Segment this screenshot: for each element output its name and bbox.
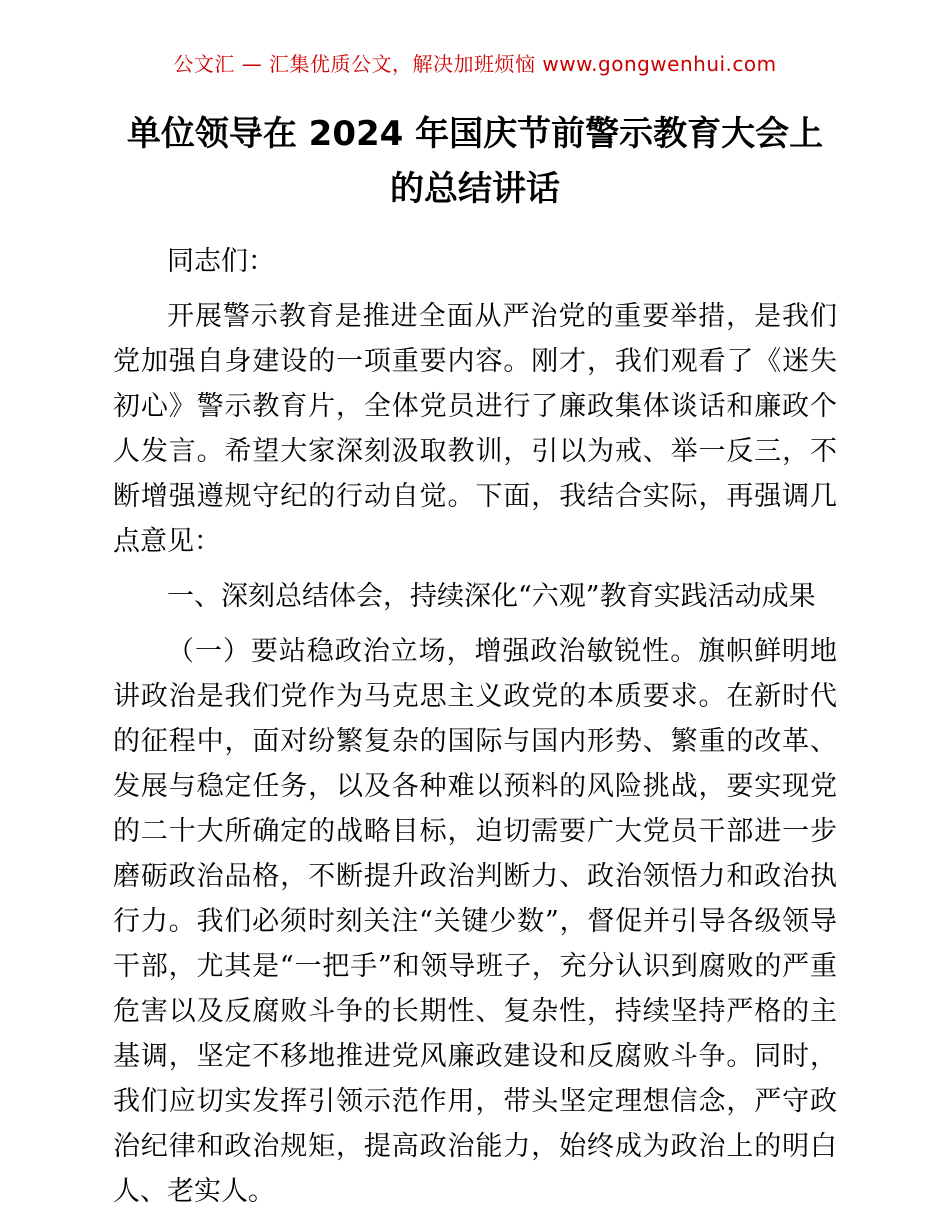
paragraph: 同志们： — [167, 246, 275, 278]
document-body — [113, 239, 837, 1214]
paragraph: 开展警示教育是推进全面从严治党的重要举措，是我们党加强自身建设的一项重要内容。刚才，我们观看了《迷失初心》警示教育片，全体党员进行了廉政集体谈话和廉政个人发言。希望大家深刻汲取教训，引以为戒、举一反三，不断增强遵规守纪的行动自觉。下面，我结合实际，再强调几点意见： — [113, 301, 837, 558]
section-heading: 一、深刻总结体会，持续深化“六观”教育实践活动成果 — [167, 581, 816, 613]
paragraph: （一）要站稳政治立场，增强政治敏锐性。旗帜鲜明地讲政治是我们党作为马克思主义政党的本质要求。在新时代的征程中，面对纷繁复杂的国际与国内形势、繁重的改革、发展与稳定任务，以及各种难以预料的风险挑战，要实现党的二十大所确定的战略目标，迫切需要广大党员干部进一步磨砺政治品格，不断提升政治判断力、政治领悟力和政治执行力。我们必须时刻关注“关键少数”，督促并引导各级领导干部，尤其是“一把手”和领导班子，充分认识到腐败的严重危害以及反腐败斗争的长期性、复杂性，持续坚持严格的主基调，坚定不移地推进党风廉政建设和反腐败斗争。同时，我们应切实发挥引领示范作用，带头坚定理想信念，严守政治纪律和政治规矩，提高政治能力，始终成为政治上的明白人、老实人。 — [113, 636, 837, 1208]
site-watermark: 公文汇 — 汇集优质公文，解决加班烦恼 www.gongwenhui.com — [173, 52, 777, 76]
document-title: 单位领导在 2024 年国庆节前警示教育大会上的总结讲话 — [126, 114, 824, 210]
